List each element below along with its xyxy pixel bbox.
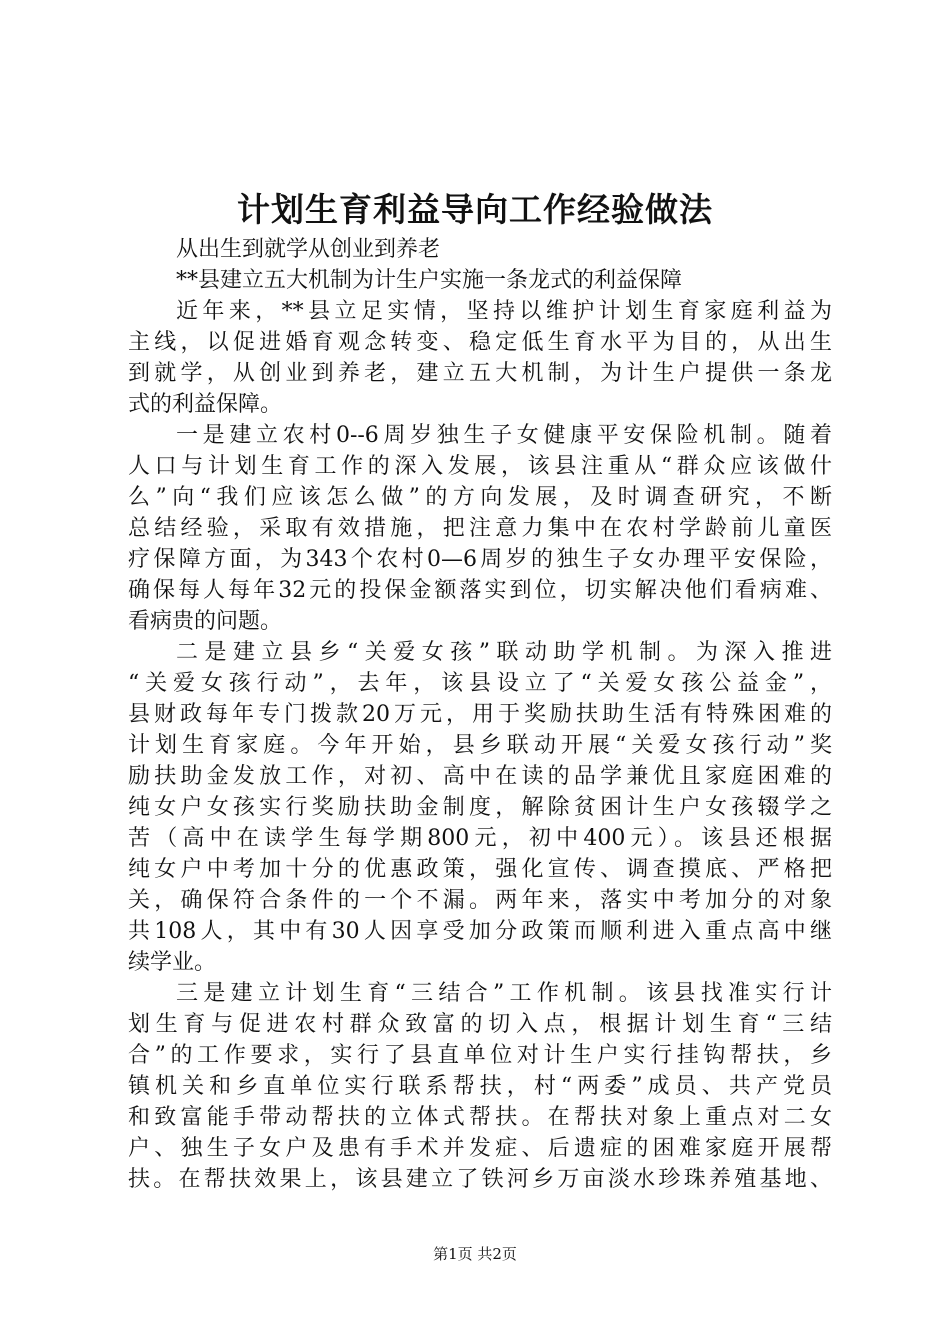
paragraph-3-line: 苦（高中在读学生每学期800元，初中400元）。该县还根据 bbox=[128, 826, 832, 851]
subtitle-line-2: **县建立五大机制为计生户实施一条龙式的利益保障 bbox=[176, 268, 683, 293]
paragraph-4-line: 扶。在帮扶效果上，该县建立了铁河乡万亩淡水珍珠养殖基地、 bbox=[128, 1167, 832, 1192]
paragraph-4-line: 合”的工作要求，实行了县直单位对计生户实行挂钩帮扶，乡 bbox=[128, 1043, 832, 1068]
subtitle-line-1: 从出生到就学从创业到养老 bbox=[176, 237, 441, 262]
paragraph-1-line: 式的利益保障。 bbox=[128, 392, 283, 417]
paragraph-3-line: 纯女户中考加十分的优惠政策，强化宣传、调查摸底、严格把 bbox=[128, 857, 832, 882]
paragraph-2-line: 疗保障方面，为343个农村0—6周岁的独生子女办理平安保险， bbox=[128, 547, 832, 572]
paragraph-3-line: 共108人，其中有30人因享受加分政策而顺利进入重点高中继 bbox=[128, 919, 832, 944]
page-number: 第1页 共2页 bbox=[433, 1245, 517, 1263]
paragraph-4-line: 三是建立计划生育“三结合”工作机制。该县找准实行计 bbox=[176, 981, 832, 1006]
document-body bbox=[128, 234, 832, 1195]
paragraph-2-line: 一是建立农村0--6周岁独生子女健康平安保险机制。随着 bbox=[176, 423, 832, 448]
paragraph-4-line: 户、独生子女户及患有手术并发症、后遗症的困难家庭开展帮 bbox=[128, 1136, 832, 1161]
paragraph-1-line: 主线，以促进婚育观念转变、稳定低生育水平为目的，从出生 bbox=[128, 330, 832, 355]
paragraph-1-line: 到就学，从创业到养老，建立五大机制，为计生户提供一条龙 bbox=[128, 361, 832, 386]
paragraph-3-line: 励扶助金发放工作，对初、高中在读的品学兼优且家庭困难的 bbox=[128, 764, 832, 789]
paragraph-1-line: 近年来，**县立足实情，坚持以维护计划生育家庭利益为 bbox=[176, 299, 832, 324]
paragraph-3-line: 续学业。 bbox=[128, 950, 217, 975]
paragraph-3-line: 关，确保符合条件的一个不漏。两年来，落实中考加分的对象 bbox=[128, 888, 832, 913]
paragraph-3-line: 县财政每年专门拨款20万元，用于奖励扶助生活有特殊困难的 bbox=[128, 702, 832, 727]
paragraph-4-line: 和致富能手带动帮扶的立体式帮扶。在帮扶对象上重点对二女 bbox=[128, 1105, 832, 1130]
paragraph-3-line: 计划生育家庭。今年开始，县乡联动开展“关爱女孩行动”奖 bbox=[128, 733, 832, 758]
paragraph-3-line: “关爱女孩行动”，去年，该县设立了“关爱女孩公益金”， bbox=[128, 671, 832, 696]
paragraph-2-line: 人口与计划生育工作的深入发展，该县注重从“群众应该做什 bbox=[128, 454, 832, 479]
paragraph-2-line: 么”向“我们应该怎么做”的方向发展，及时调查研究，不断 bbox=[128, 485, 832, 510]
paragraph-4-line: 划生育与促进农村群众致富的切入点，根据计划生育“三结 bbox=[128, 1012, 832, 1037]
document-title: 计划生育利益导向工作经验做法 bbox=[237, 190, 713, 229]
paragraph-2-line: 总结经验，采取有效措施，把注意力集中在农村学龄前儿童医 bbox=[128, 516, 832, 541]
paragraph-2-line: 看病贵的问题。 bbox=[128, 609, 283, 634]
paragraph-4-line: 镇机关和乡直单位实行联系帮扶，村“两委”成员、共产党员 bbox=[128, 1074, 832, 1099]
paragraph-2-line: 确保每人每年32元的投保金额落实到位，切实解决他们看病难、 bbox=[128, 578, 832, 603]
paragraph-3-line: 纯女户女孩实行奖励扶助金制度，解除贫困计生户女孩辍学之 bbox=[128, 795, 832, 820]
paragraph-3-line: 二是建立县乡“关爱女孩”联动助学机制。为深入推进 bbox=[176, 640, 832, 665]
